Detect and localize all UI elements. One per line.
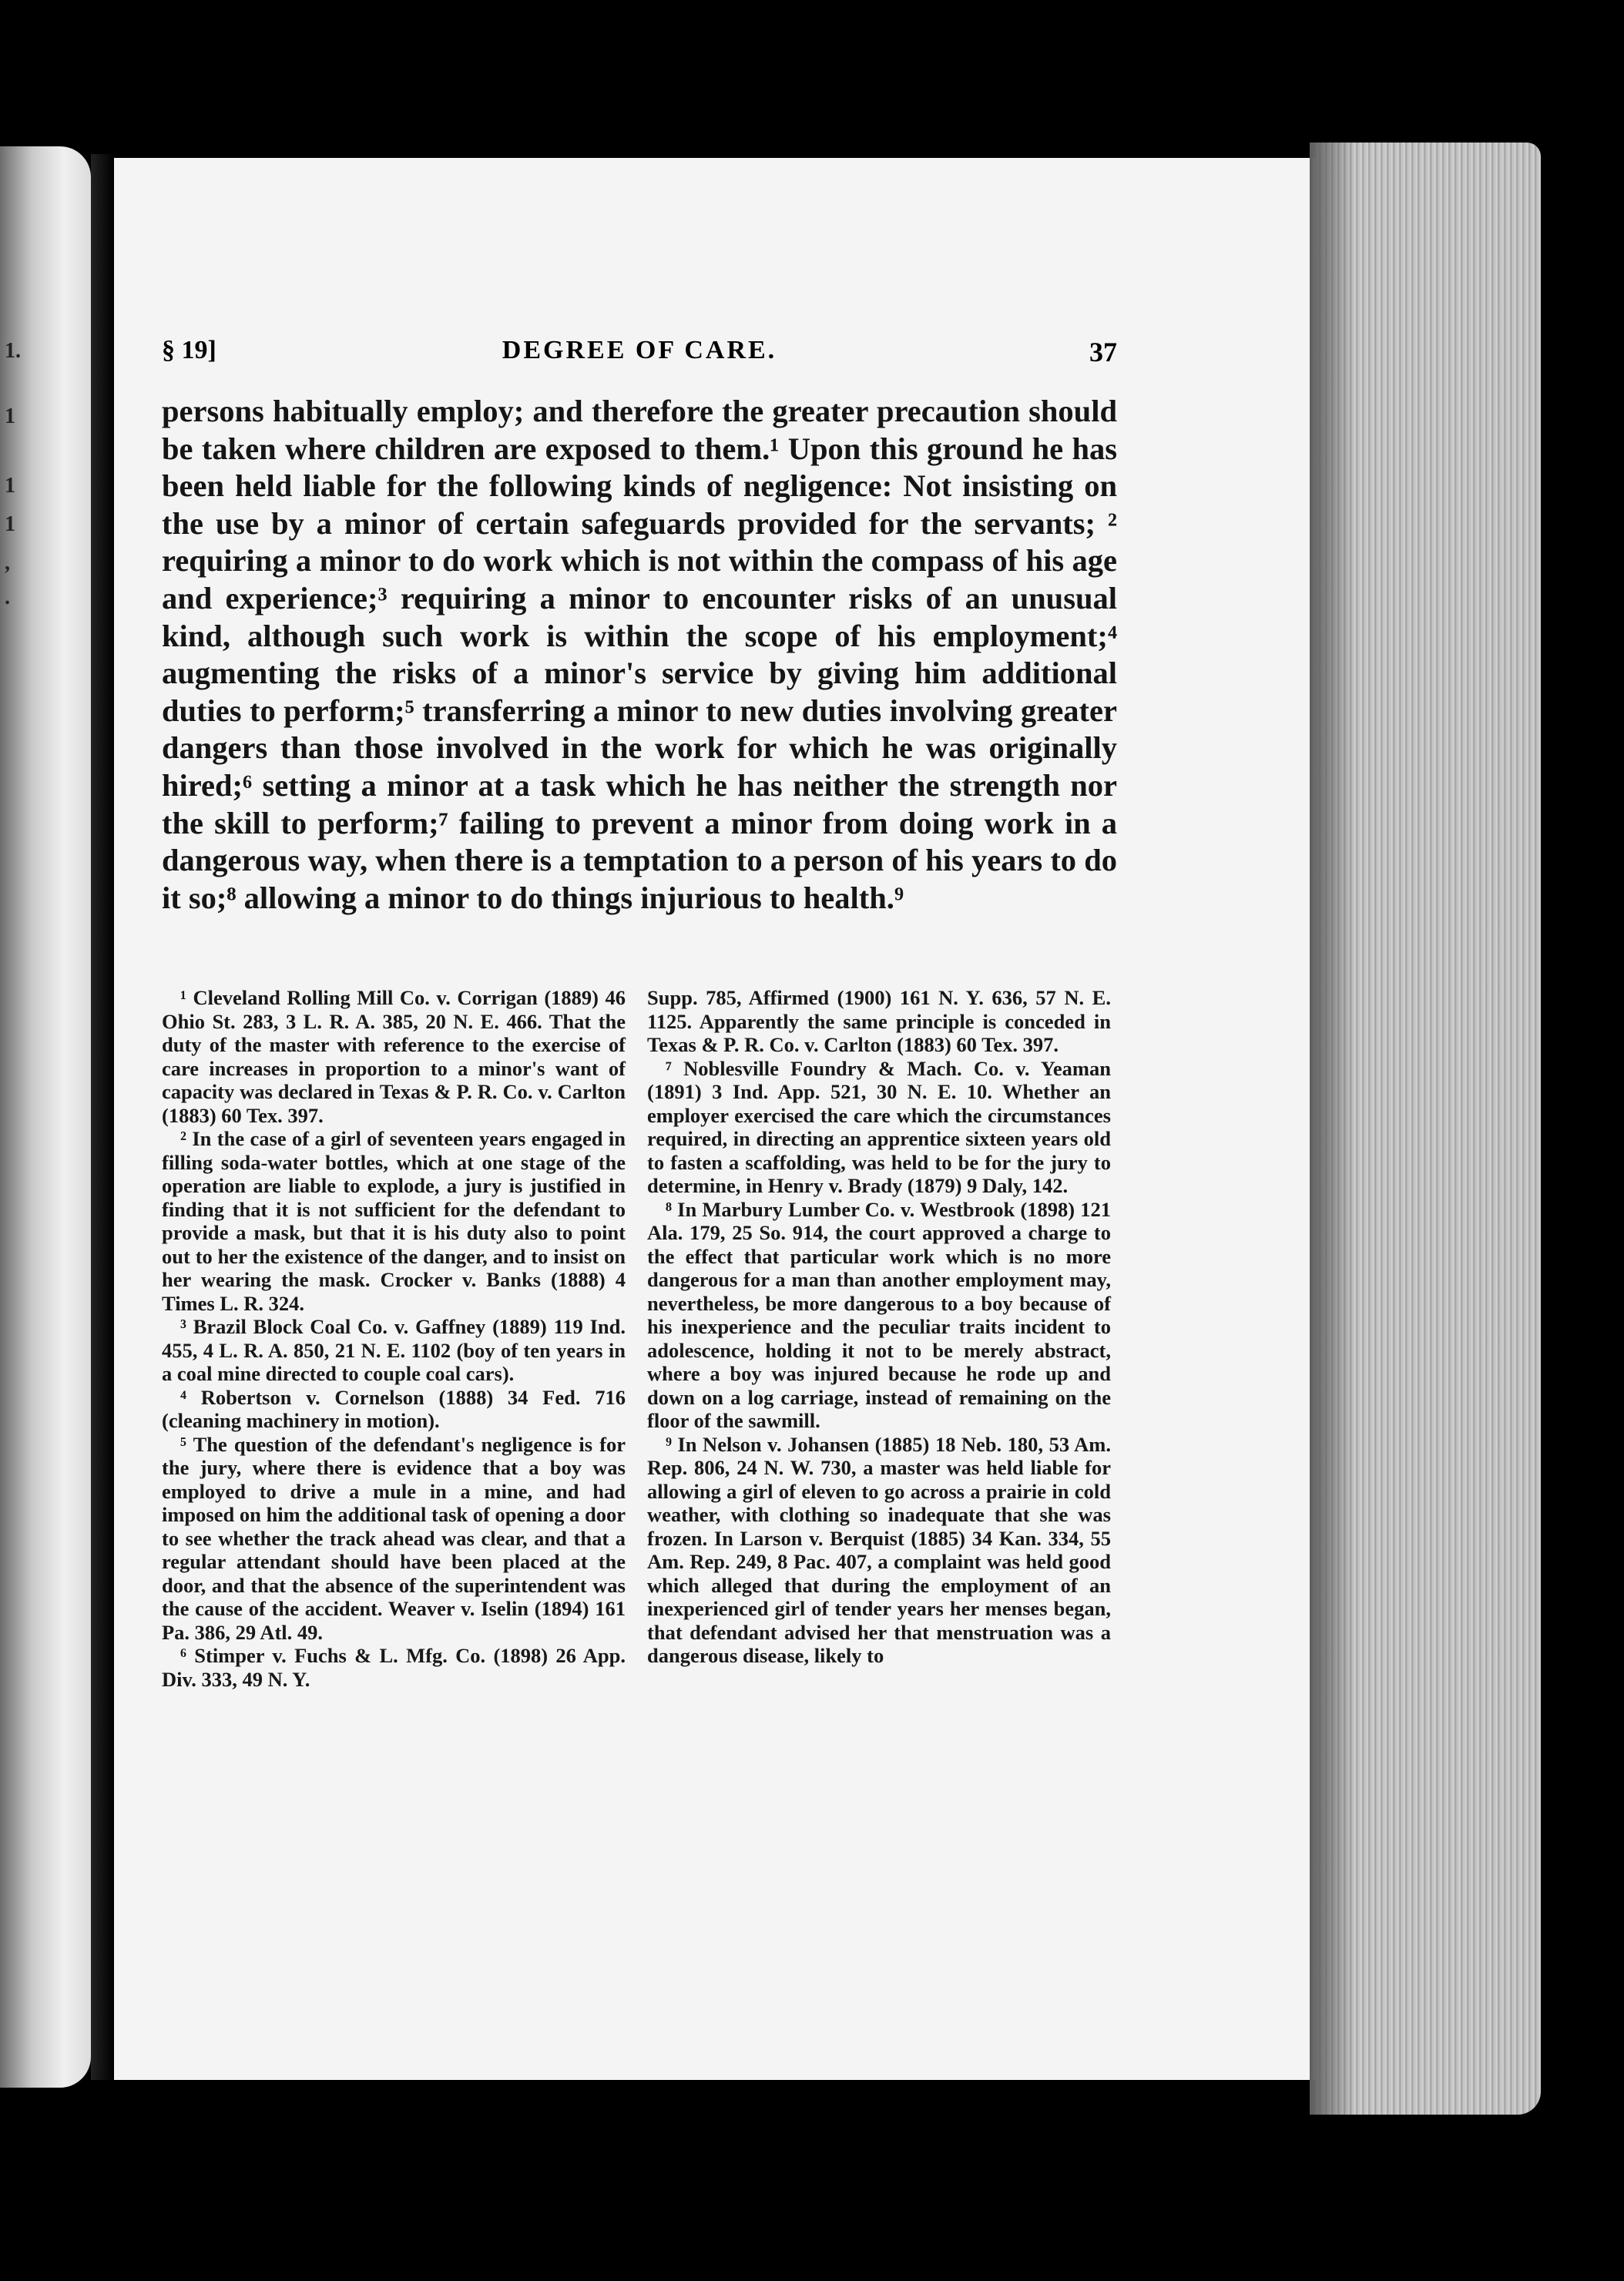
footnote: ⁷ Noblesville Foundry & Mach. Co. v. Yeaman (1891) 3 Ind. App. 521, 30 N. E. 10. Whether an employer exercised the care which the circumstances required, in directing an apprentice sixteen years old to fasten a scaffolding, was held to be for the jury to determine, in Henry v. Brady (1879) 9 Daly, 142. [647,1056,1111,1197]
section-number: § 19] [162,336,216,364]
running-head [162,336,1117,382]
margin-mark: 1. [5,339,21,363]
margin-mark: 1 [5,512,15,536]
footnote: ⁸ In Marbury Lumber Co. v. Westbrook (1898) 121 Ala. 179, 25 So. 914, the court approved a charge to the effect that particular work which is no more dangerous for a man than another employment may, nevertheless, be more dangerous to a boy because of his inexperience and the peculiar traits incident to adolescence, holding it not to be merely abstract, where a boy was injured because he rode up and down on a log carriage, instead of remaining on the floor of the sawmill. [647,1197,1111,1432]
page-number: 37 [1089,337,1117,367]
body-paragraph: persons habitually employ; and therefore the greater precaution should be taken where children are exposed to them.¹ Upon this ground he has been held liable for the following kinds of negligence: Not insisting on the use by a minor of certain safeguards provided for the servants; ² requiring a minor to do work which is not within the compass of his age and experience;³ requiring a minor to encounter risks of an unusual kind, although such work is within the scope of his employment;⁴ augmenting the risks of a minor's service by giving him additional duties to perform;⁵ transferring a minor to new duties involving greater dangers than those involved in the work for which he was originally hired;⁶ setting a minor at a task which he has neither the strength nor the skill to perform;⁷ failing to prevent a minor from doing work in a dangerous way, when there is a temptation to a person of his years to do it so;⁸ allowing a minor to do things injurious to health.⁹ [162,394,1117,915]
margin-mark: , [5,551,10,575]
footnote: ⁶ Stimper v. Fuchs & L. Mfg. Co. (1898) 26 App. Div. 333, 49 N. Y. [162,1644,626,1691]
footnotes-right-column [647,986,1111,1668]
page-edge-shadow [1310,143,1356,2115]
running-title: DEGREE OF CARE. [502,336,777,364]
margin-mark: 1 [5,404,15,428]
margin-mark: . [5,585,10,609]
footnote: ² In the case of a girl of seventeen years engaged in filling soda-water bottles, which at one stage of the operation are liable to explode, a jury is justified in finding that it is not sufficient for the defendant to provide a mask, but that it is his duty also to point out to her the existence of the danger, and to insist on her wearing the mask. Crocker v. Banks (1888) 4 Times L. R. 324. [162,1127,626,1315]
footnotes-left-column [162,986,626,1691]
footnote: ¹ Cleveland Rolling Mill Co. v. Corrigan (1889) 46 Ohio St. 283, 3 L. R. A. 385, 20 N. E. 466. That the duty of the master with reference to the exercise of care increases in proportion to a minor's want of capacity was declared in Texas & P. R. Co. v. Carlton (1883) 60 Tex. 397. [162,986,626,1127]
body-text [162,393,1117,917]
margin-mark: 1 [5,474,15,498]
footnote-continuation: Supp. 785, Affirmed (1900) 161 N. Y. 636, 57 N. E. 1125. Apparently the same principle is conceded in Texas & P. R. Co. v. Carlton (1883) 60 Tex. 397. [647,986,1111,1056]
previous-page-edge [0,146,91,2088]
footnote: ³ Brazil Block Coal Co. v. Gaffney (1889) 119 Ind. 455, 4 L. R. A. 850, 21 N. E. 1102 (boy of ten years in a coal mine directed to couple coal cars). [162,1315,626,1385]
footnote: ⁹ In Nelson v. Johansen (1885) 18 Neb. 180, 53 Am. Rep. 806, 24 N. W. 730, a master was held liable for allowing a girl of eleven to go across a prairie in cold weather, with clothing so inadequate that she was frozen. In Larson v. Berquist (1885) 34 Kan. 334, 55 Am. Rep. 249, 8 Pac. 407, a complaint was held good which alleged that during the employment of an inexperienced girl of tender years her menses began, that defendant advised her that menstruation was a dangerous disease, likely to [647,1432,1111,1667]
footnote: ⁵ The question of the defendant's negligence is for the jury, where there is evidence that a boy was employed to drive a mule in a mine, and had imposed on him the additional task of opening a door to see whether the track ahead was clear, and that a regular attendant should have been placed at the door, and that the absence of the superintendent was the cause of the accident. Weaver v. Iselin (1894) 161 Pa. 386, 29 Atl. 49. [162,1432,626,1644]
gutter-shadow [91,154,114,2080]
footnote: ⁴ Robertson v. Cornelson (1888) 34 Fed. 716 (cleaning machinery in motion). [162,1385,626,1432]
